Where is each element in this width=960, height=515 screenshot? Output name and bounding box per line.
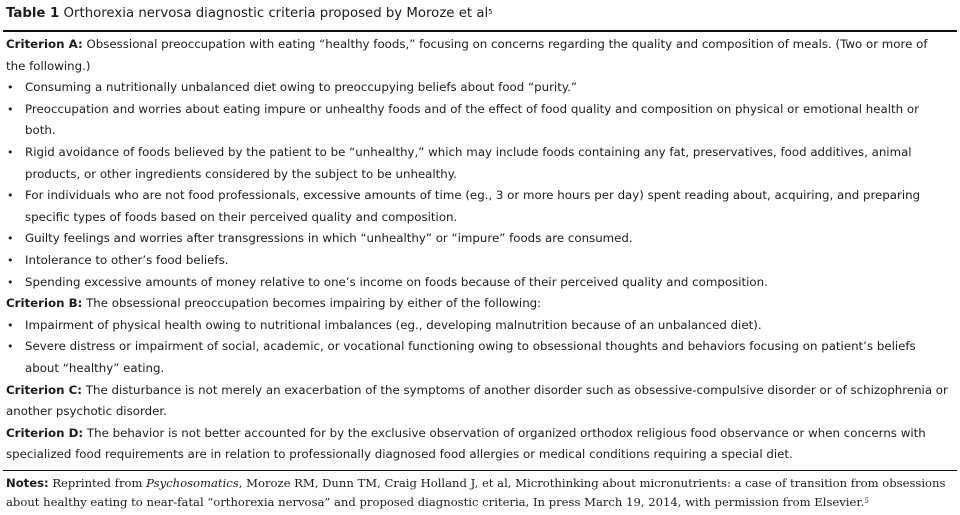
criterion-a <box>6 34 950 293</box>
criterion-text: The disturbance is not merely an exacerbation of the symptoms of another disorder such as obsessive-compulsive disorder or of schizophrenia or another psychotic disorder. <box>6 382 948 419</box>
list-item: • Impairment of physical health owing to nutritional imbalances (eg., developing malnutrition because of an unbalanced diet). <box>6 315 950 337</box>
list-item: • Rigid avoidance of foods believed by the patient to be “unhealthy,” which may include foods containing any fat, preservatives, food additives, animal products, or other ingredients considered by the subject to be unhealthy. <box>6 142 950 185</box>
table-label: Table 1 <box>6 6 60 21</box>
criterion-heading <box>6 293 950 315</box>
criterion-b <box>6 293 950 379</box>
list-item: • For individuals who are not food professionals, excessive amounts of time (eg., 3 or more hours per day) spent reading about, acquiring, and preparing specific types of foods based on their perceived quality and composition. <box>6 185 950 228</box>
list-item: • Preoccupation and worries about eating impure or unhealthy foods and of the effect of food quality and composition on physical or emotional health or both. <box>6 99 950 142</box>
notes-text: , Moroze RM, Dunn TM, Craig Holland J, et al, Microthinking about micronutrients: a case of transition from obsessions about healthy eating to near-fatal “orthorexia nervosa” and proposed diagnostic criteria, In press March 19, 2014, with permission from Elsevier. <box>6 476 946 509</box>
criteria-body <box>6 34 950 466</box>
criterion-heading <box>6 423 950 466</box>
criterion-c <box>6 380 950 423</box>
list-item: • Guilty feelings and worries after transgressions in which “unhealthy” or “impure” foods are consumed. <box>6 228 950 250</box>
bottom-rule <box>3 470 957 471</box>
notes-reference: 5 <box>864 497 869 505</box>
criterion-label: Criterion B: <box>6 296 83 311</box>
criterion-heading <box>6 380 950 423</box>
criterion-text: The obsessional preoccupation becomes impairing by either of the following: <box>86 296 542 311</box>
criterion-d <box>6 423 950 466</box>
list-item: • Intolerance to other’s food beliefs. <box>6 250 950 272</box>
criterion-label: Criterion A: <box>6 37 83 51</box>
top-rule <box>3 30 957 32</box>
criterion-bullet-list <box>6 77 950 293</box>
notes-label: Notes: <box>6 476 49 490</box>
criterion-heading <box>6 34 950 77</box>
criterion-bullet-list <box>6 315 950 380</box>
table-title <box>6 5 493 23</box>
list-item: • Severe distress or impairment of social, academic, or vocational functioning owing to obsessional thoughts and behaviors focusing on patient’s beliefs about “healthy” eating. <box>6 336 950 379</box>
criterion-text: The behavior is not better accounted for by the exclusive observation of organized orthodox religious food observance or when concerns with specialized food requirements are in relation to professionally diagnosed food allergies or medical conditions requiring a special diet. <box>6 425 926 462</box>
notes-prefix: Reprinted from <box>52 476 143 490</box>
notes-journal: Psychosomatics <box>146 476 239 490</box>
list-item: • Consuming a nutritionally unbalanced diet owing to preoccupying beliefs about food “purity.” <box>6 77 950 99</box>
table-title-text: Orthorexia nervosa diagnostic criteria proposed by Moroze et al <box>63 6 489 21</box>
criterion-label: Criterion C: <box>6 382 83 397</box>
table-notes <box>6 474 956 512</box>
table-title-reference: 5 <box>488 8 493 16</box>
list-item: • Spending excessive amounts of money relative to one’s income on foods because of their perceived quality and composition. <box>6 272 950 294</box>
criterion-label: Criterion D: <box>6 425 84 440</box>
criterion-text: Obsessional preoccupation with eating “healthy foods,” focusing on concerns regarding the quality and composition of meals. (Two or more of the following.) <box>6 37 928 73</box>
